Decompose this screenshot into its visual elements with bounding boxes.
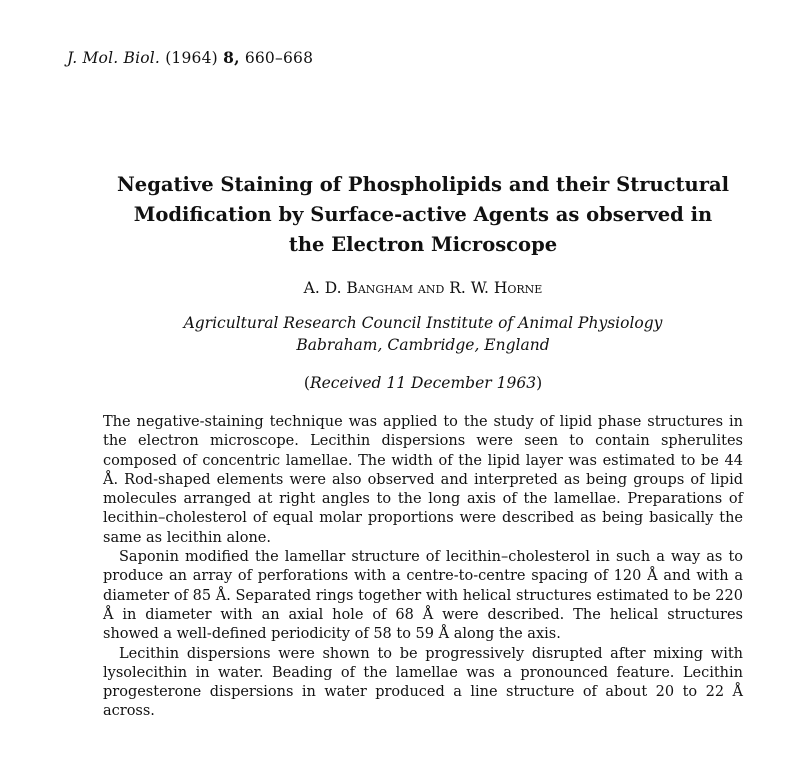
received-close-paren: ) xyxy=(536,374,543,392)
author-list xyxy=(100,279,746,297)
author-name: A. D. Bangham xyxy=(303,279,413,297)
journal-pages: 660–668 xyxy=(244,49,314,67)
affiliation-institute: Agricultural Research Council Institute of Animal Physiology xyxy=(183,314,663,332)
author-conjunction: and xyxy=(417,279,445,297)
received-open-paren: ( xyxy=(303,374,310,392)
paper-title xyxy=(100,170,746,260)
affiliation-location: Babraham, Cambridge, England xyxy=(296,336,550,354)
abstract xyxy=(103,413,743,722)
author-name: R. W. Horne xyxy=(449,279,543,297)
title-line: Negative Staining of Phospholipids and their Structural xyxy=(116,173,730,196)
title-line: Modification by Surface-active Agents as observed in xyxy=(133,203,713,226)
abstract-paragraph: Lecithin dispersions were shown to be progressively disrupted after mixing with lysolecithin in water. Beading of the lamellae was a pronounced feature. Lecithin progesterone dispersions in water produced a line structure of about 20 to 22 Å across. xyxy=(103,645,743,720)
journal-name: J. Mol. Biol. xyxy=(67,49,161,67)
journal-volume: 8, xyxy=(223,48,240,67)
received-text: Received 11 December 1963 xyxy=(309,374,537,392)
affiliation xyxy=(100,312,746,356)
journal-year: (1964) xyxy=(165,49,218,67)
received-date xyxy=(100,374,746,392)
abstract-paragraph: Saponin modified the lamellar structure of lecithin–cholesterol in such a way as to produce an array of perforations with a centre-to-centre spacing of 120 Å and with a diameter of 85 Å. Separated rings together with helical structures estimated to be 220 Å in diameter with an axial hole of 68 Å were described. The helical structures showed a well-defined periodicity of 58 to 59 Å along the axis. xyxy=(103,549,743,643)
abstract-paragraph: The negative-staining technique was applied to the study of lipid phase structures in the electron microscope. Lecithin dispersions were seen to contain spherulites composed of concentric lamellae. The width of the lipid layer was estimated to be 44 Å. Rod-shaped elements were also observed and interpreted as being groups of lipid molecules arranged at right angles to the long axis of the lamellae. Preparations of lecithin–cholesterol of equal molar proportions were described as being basically the same as lecithin alone. xyxy=(103,414,743,546)
journal-citation xyxy=(67,48,313,67)
title-line: the Electron Microscope xyxy=(288,233,558,256)
